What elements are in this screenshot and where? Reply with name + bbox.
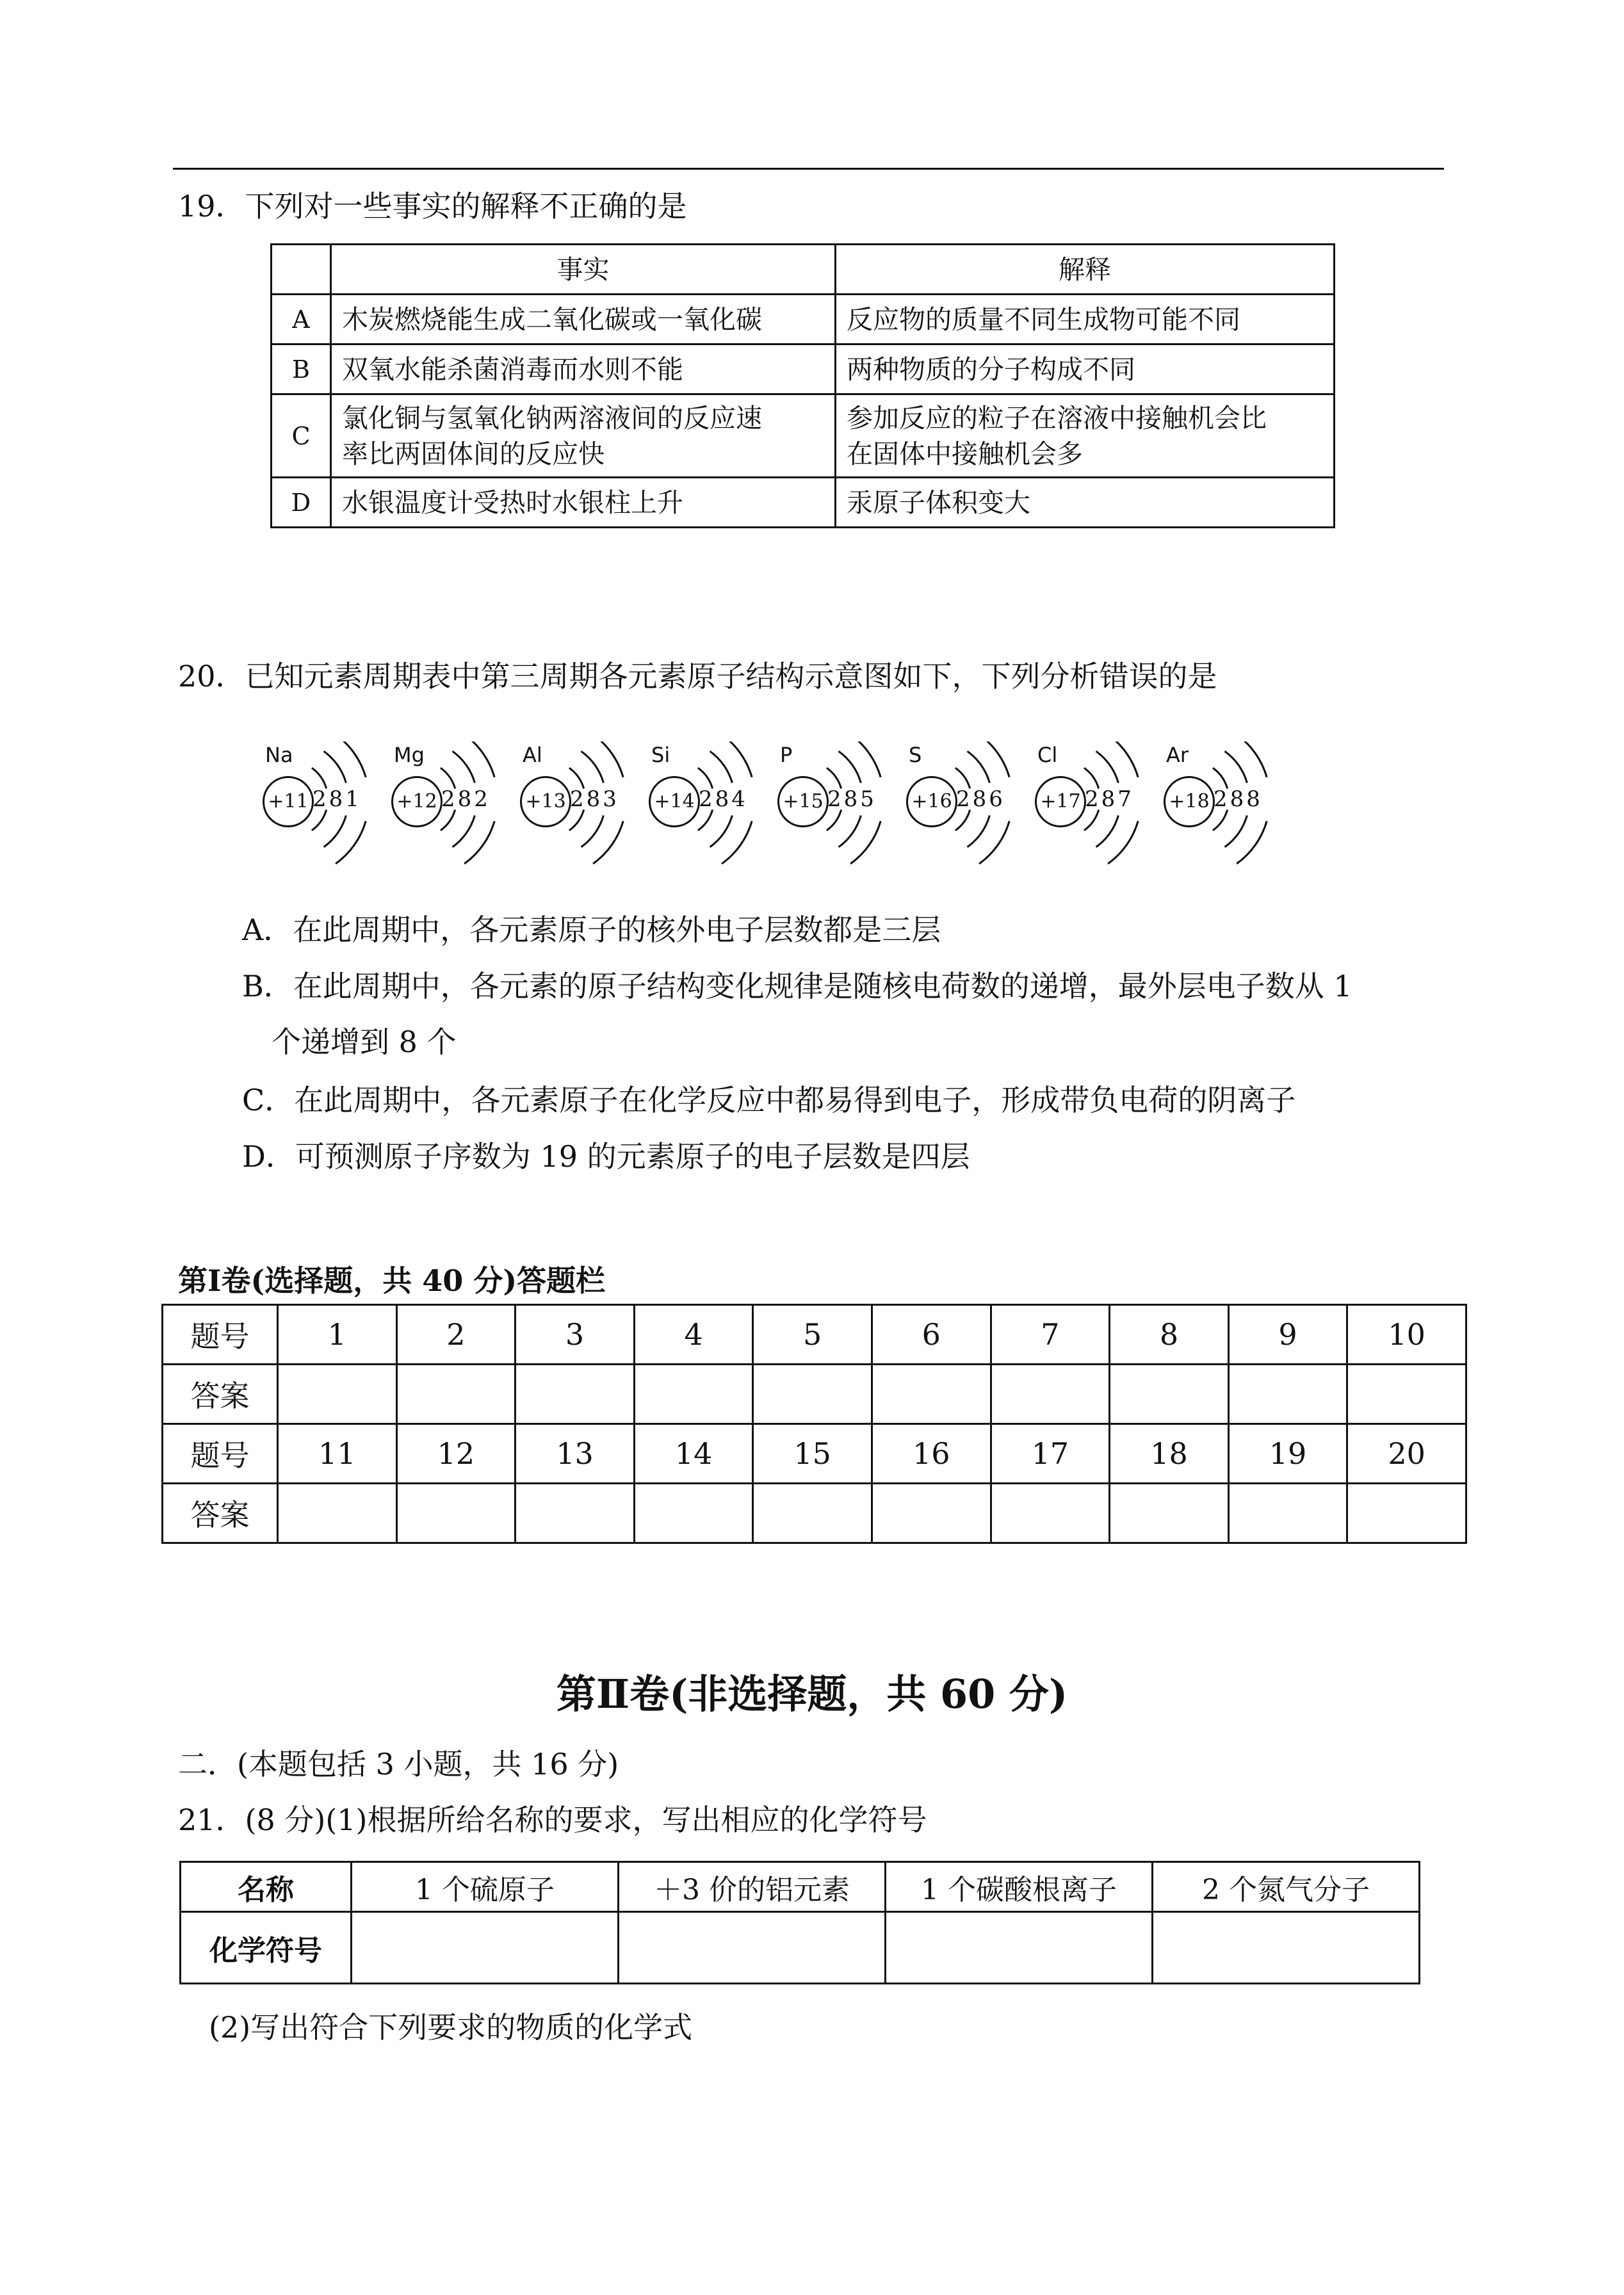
atom-shells-p: 285 xyxy=(827,786,877,812)
answer-cell[interactable] xyxy=(1347,1484,1466,1543)
q19-row-d-key: D xyxy=(272,478,331,528)
answer-cell[interactable] xyxy=(278,1484,397,1543)
atom-nucleus-mg: +12 xyxy=(391,776,443,827)
atom-symbol-na: Na xyxy=(265,743,293,767)
shell-arc xyxy=(1237,742,1267,777)
q21-header-name: 名称 xyxy=(181,1862,352,1912)
atom-nucleus-p: +15 xyxy=(777,776,829,827)
symbol-answer-cell[interactable] xyxy=(352,1912,619,1984)
q20-option-b-line1: B．在此周期中，各元素的原子结构变化规律是随核电荷数的递增，最外层电子数从 1 xyxy=(242,969,1352,1003)
atom-shells-cl: 287 xyxy=(1085,786,1134,812)
answer-cell[interactable] xyxy=(516,1484,635,1543)
electron-shell-arcs-icon xyxy=(1058,742,1154,870)
question-number: 19 xyxy=(1228,1424,1347,1484)
q20-option-a: A．在此周期中，各元素原子的核外电子层数都是三层 xyxy=(242,912,941,947)
answer-cell[interactable] xyxy=(1228,1365,1347,1424)
q19-row-d-fact: 水银温度计受热时水银柱上升 xyxy=(331,478,836,528)
q21-header-carbonate-ion: 1 个碳酸根离子 xyxy=(886,1862,1153,1912)
electron-shell-arcs-icon xyxy=(286,742,382,870)
answer-row3-label: 题号 xyxy=(163,1424,278,1484)
q21-row-label: 化学符号 xyxy=(181,1912,352,1984)
answer-sheet-table xyxy=(161,1304,1467,1544)
question-number: 7 xyxy=(991,1305,1110,1365)
answer-cell[interactable] xyxy=(872,1365,991,1424)
shell-arc xyxy=(569,810,584,831)
part2-title: 第Ⅱ卷(非选择题，共 60 分) xyxy=(556,1671,1068,1717)
shell-arc xyxy=(1084,768,1099,788)
q19-row-b-key: B xyxy=(272,345,331,394)
shell-arc xyxy=(955,810,970,831)
shell-arc xyxy=(1108,742,1138,777)
question-number: 5 xyxy=(753,1305,872,1365)
answer-cell[interactable] xyxy=(1347,1365,1466,1424)
shell-arc xyxy=(324,815,346,847)
q19-row-c-fact-line1: 氯化铜与氢氧化钠两溶液间的反应速 xyxy=(342,402,762,434)
q19-row-a-explain: 反应物的质量不同生成物可能不同 xyxy=(836,295,1335,345)
shell-arc xyxy=(979,742,1009,777)
answer-cell[interactable] xyxy=(1228,1484,1347,1543)
question-number: 9 xyxy=(1228,1305,1347,1365)
answer-row2-label: 答案 xyxy=(163,1365,278,1424)
shell-arc xyxy=(569,768,584,788)
shell-arc xyxy=(698,810,713,831)
shell-arc xyxy=(312,768,327,788)
question-number: 17 xyxy=(991,1424,1110,1484)
atom-symbol-cl: Cl xyxy=(1037,743,1058,767)
answer-cell[interactable] xyxy=(991,1484,1110,1543)
symbol-answer-cell[interactable] xyxy=(619,1912,886,1984)
atom-nucleus-ar: +18 xyxy=(1164,776,1215,827)
shell-arc xyxy=(453,751,475,783)
atom-symbol-si: Si xyxy=(651,743,670,767)
shell-arc xyxy=(955,768,970,788)
shell-arc xyxy=(441,810,455,831)
atom-nucleus-si: +14 xyxy=(649,776,700,827)
shell-arc xyxy=(850,742,881,777)
shell-arc xyxy=(441,768,455,788)
answer-cell[interactable] xyxy=(516,1365,635,1424)
shell-arc xyxy=(312,810,327,831)
shell-arc xyxy=(464,742,494,777)
atom-symbol-al: Al xyxy=(523,743,542,767)
question-number: 13 xyxy=(516,1424,635,1484)
answer-cell[interactable] xyxy=(634,1365,753,1424)
electron-shell-arcs-icon xyxy=(800,742,897,870)
shell-arc xyxy=(710,751,733,783)
symbol-answer-cell[interactable] xyxy=(886,1912,1153,1984)
symbol-answer-cell[interactable] xyxy=(1153,1912,1420,1984)
shell-arc xyxy=(827,768,841,788)
question-number: 6 xyxy=(872,1305,991,1365)
shell-arc xyxy=(336,742,366,777)
q21-header-nitrogen-molecules: 2 个氮气分子 xyxy=(1153,1862,1420,1912)
shell-arc xyxy=(1096,815,1119,847)
question-number: 12 xyxy=(396,1424,516,1484)
shell-arc xyxy=(593,742,623,777)
shell-arc xyxy=(968,751,990,783)
answer-cell[interactable] xyxy=(872,1484,991,1543)
atom-structure-diagrams xyxy=(0,0,1624,896)
question-number: 16 xyxy=(872,1424,991,1484)
shell-arc xyxy=(839,751,861,783)
shell-arc xyxy=(324,751,346,783)
q21-header-sulfur-atom: 1 个硫原子 xyxy=(352,1862,619,1912)
electron-shell-arcs-icon xyxy=(414,742,510,870)
q19-row-a-fact: 木炭燃烧能生成二氧化碳或一氧化碳 xyxy=(331,295,836,345)
electron-shell-arcs-icon xyxy=(929,742,1025,870)
q21-subquestion-2: (2)写出符合下列要求的物质的化学式 xyxy=(209,2010,693,2045)
atom-nucleus-al: +13 xyxy=(520,776,571,827)
shell-arc xyxy=(710,815,733,847)
question-number: 20 xyxy=(1347,1424,1466,1484)
answer-cell[interactable] xyxy=(753,1484,872,1543)
atom-nucleus-na: +11 xyxy=(263,776,314,827)
question-number: 3 xyxy=(516,1305,635,1365)
answer-cell[interactable] xyxy=(1110,1484,1229,1543)
q19-row-b-fact: 双氧水能杀菌消毒而水则不能 xyxy=(331,345,836,394)
q19-row-c-explain-line1: 参加反应的粒子在溶液中接触机会比 xyxy=(847,402,1267,434)
question-number: 15 xyxy=(753,1424,872,1484)
shell-arc xyxy=(1213,768,1228,788)
atom-symbol-mg: Mg xyxy=(394,743,425,767)
shell-arc xyxy=(968,815,990,847)
shell-arc xyxy=(581,751,604,783)
answer-cell[interactable] xyxy=(1110,1365,1229,1424)
q21-stem: 21．(8 分)(1)根据所给名称的要求，写出相应的化学符号 xyxy=(178,1803,927,1837)
q20-stem: 20．已知元素周期表中第三周期各元素原子结构示意图如下，下列分析错误的是 xyxy=(178,659,1217,693)
atom-shells-al: 283 xyxy=(570,786,619,812)
electron-shell-arcs-icon xyxy=(543,742,639,870)
q20-option-b-line2: 个递增到 8 个 xyxy=(272,1025,457,1059)
shell-arc xyxy=(1213,810,1228,831)
q19-row-c-fact-line2: 率比两固体间的反应快 xyxy=(342,438,605,469)
atom-shells-s: 286 xyxy=(956,786,1005,812)
shell-arc xyxy=(1225,751,1247,783)
q19-stem: 19．下列对一些事实的解释不正确的是 xyxy=(178,189,687,223)
answer-cell[interactable] xyxy=(753,1365,872,1424)
shell-arc xyxy=(839,815,861,847)
question-number: 11 xyxy=(278,1424,397,1484)
shell-arc xyxy=(453,815,475,847)
question-number: 18 xyxy=(1110,1424,1229,1484)
q19-row-b-explain: 两种物质的分子构成不同 xyxy=(836,345,1335,394)
q19-row-a-key: A xyxy=(272,295,331,345)
atom-symbol-p: P xyxy=(780,743,793,767)
atom-shells-si: 284 xyxy=(699,786,748,812)
atom-shells-ar: 288 xyxy=(1214,786,1263,812)
shell-arc xyxy=(1225,815,1247,847)
atom-symbol-ar: Ar xyxy=(1166,743,1189,767)
q19-row-c-key: C xyxy=(272,394,331,478)
answer-sheet-title: 第Ⅰ卷(选择题，共 40 分)答题栏 xyxy=(178,1263,606,1298)
question-number: 4 xyxy=(634,1305,753,1365)
answer-cell[interactable] xyxy=(991,1365,1110,1424)
q19-header-fact: 事实 xyxy=(331,245,836,295)
q20-option-c: C．在此周期中，各元素原子在化学反应中都易得到电子，形成带负电荷的阴离子 xyxy=(242,1083,1296,1117)
electron-shell-arcs-icon xyxy=(672,742,768,870)
answer-cell[interactable] xyxy=(396,1484,516,1543)
shell-arc xyxy=(827,810,841,831)
answer-row4-label: 答案 xyxy=(163,1484,278,1543)
question-number: 8 xyxy=(1110,1305,1229,1365)
atom-shells-na: 281 xyxy=(313,786,362,812)
part2-section-heading: 二．(本题包括 3 小题，共 16 分) xyxy=(178,1747,619,1781)
q19-row-c-explain-line2: 在固体中接触机会多 xyxy=(847,438,1083,469)
atom-nucleus-cl: +17 xyxy=(1035,776,1086,827)
answer-cell[interactable] xyxy=(278,1365,397,1424)
electron-shell-arcs-icon xyxy=(1187,742,1283,870)
atom-symbol-s: S xyxy=(909,743,922,767)
atom-shells-mg: 282 xyxy=(441,786,491,812)
q21-symbol-table xyxy=(179,1861,1420,1984)
shell-arc xyxy=(581,815,604,847)
q19-header-explain: 解释 xyxy=(836,245,1335,295)
question-number: 1 xyxy=(278,1305,397,1365)
answer-row1-label: 题号 xyxy=(163,1305,278,1365)
shell-arc xyxy=(1084,810,1099,831)
answer-cell[interactable] xyxy=(396,1365,516,1424)
question-number: 14 xyxy=(634,1424,753,1484)
shell-arc xyxy=(698,768,713,788)
atom-nucleus-s: +16 xyxy=(906,776,957,827)
shell-arc xyxy=(1096,751,1119,783)
q21-header-aluminum-valence: ＋3 价的铝元素 xyxy=(619,1862,886,1912)
q20-option-d: D．可预测原子序数为 19 的元素原子的电子层数是四层 xyxy=(242,1139,970,1174)
q19-row-d-explain: 汞原子体积变大 xyxy=(836,478,1335,528)
question-number: 2 xyxy=(396,1305,516,1365)
answer-cell[interactable] xyxy=(634,1484,753,1543)
question-number: 10 xyxy=(1347,1305,1466,1365)
shell-arc xyxy=(722,742,752,777)
